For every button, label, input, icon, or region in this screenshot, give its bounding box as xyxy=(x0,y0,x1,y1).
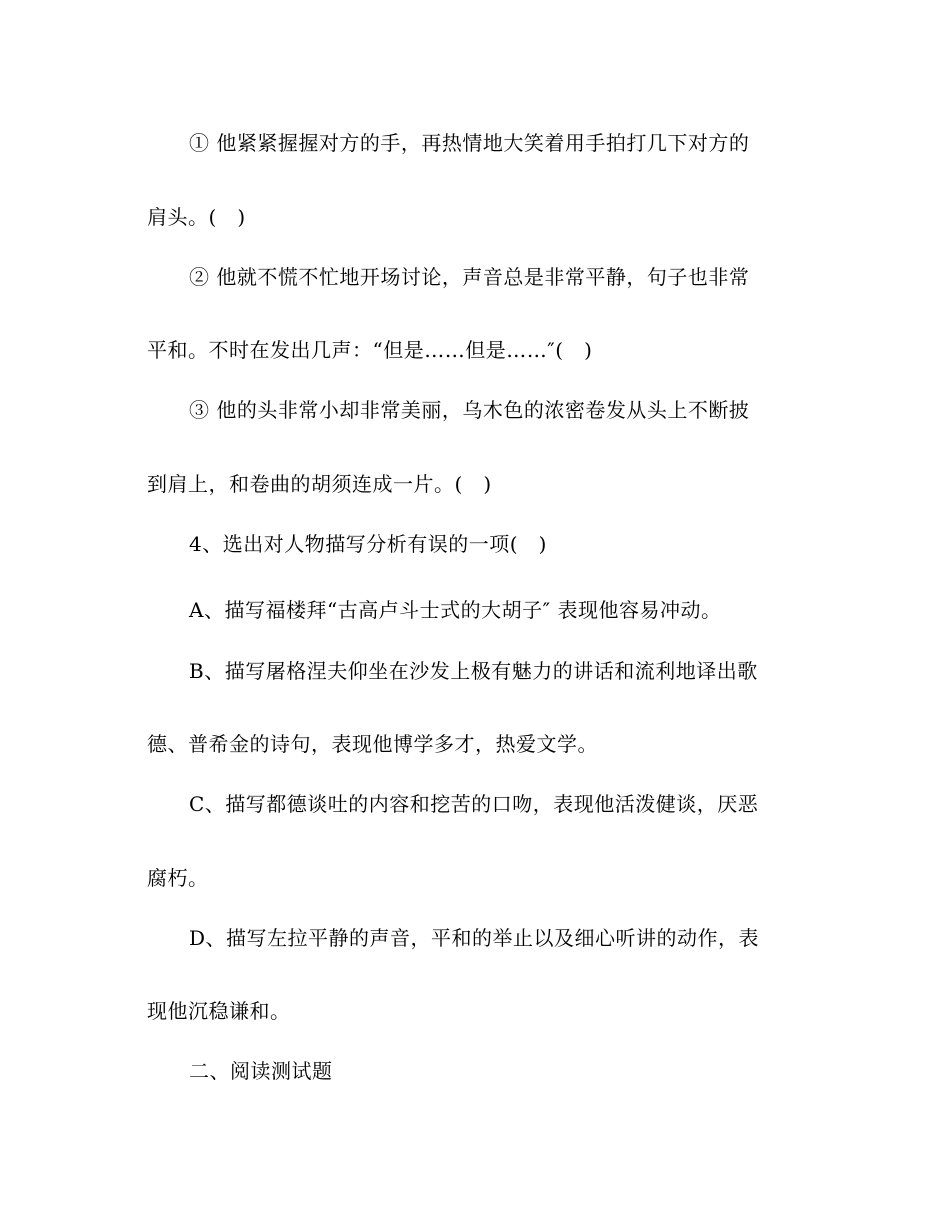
question-item-3-line-1: ③ 他的头非常小却非常美丽，乌木色的浓密卷发从头上不断披 xyxy=(189,398,750,422)
option-d-line-2: 现他沉稳谦和。 xyxy=(147,999,291,1023)
question-item-1-line-1: ① 他紧紧握握对方的手，再热情地大笑着用手拍打几下对方的 xyxy=(189,131,750,155)
question-item-1-line-2: 肩头。( ) xyxy=(147,205,246,229)
option-a: A、描写福楼拜“古高卢斗士式的大胡子″ 表现他容易冲动。 xyxy=(189,598,722,622)
option-c-line-1: C、描写都德谈吐的内容和挖苦的口吻，表现他活泼健谈，厌恶 xyxy=(189,792,759,816)
option-c-line-2: 腐朽。 xyxy=(147,866,209,890)
question-item-2-line-2: 平和。不时在发出几声：“但是……但是……″( ) xyxy=(147,338,593,362)
question-item-3-line-2: 到肩上，和卷曲的胡须连成一片。( ) xyxy=(147,472,492,496)
option-d-line-1: D、描写左拉平静的声音，平和的举止以及细心听讲的动作，表 xyxy=(189,926,760,950)
option-b-line-1: B、描写屠格涅夫仰坐在沙发上极有魅力的讲话和流利地译出歌 xyxy=(189,659,758,683)
option-b-line-2: 德、普希金的诗句，表现他博学多才，热爱文学。 xyxy=(147,732,598,756)
question-item-2-line-1: ② 他就不慌不忙地开场讨论，声音总是非常平静，句子也非常 xyxy=(189,265,750,289)
section-heading: 二、阅读测试题 xyxy=(189,1059,333,1083)
question-4-prompt: 4、选出对人物描写分析有误的一项( ) xyxy=(189,532,547,556)
